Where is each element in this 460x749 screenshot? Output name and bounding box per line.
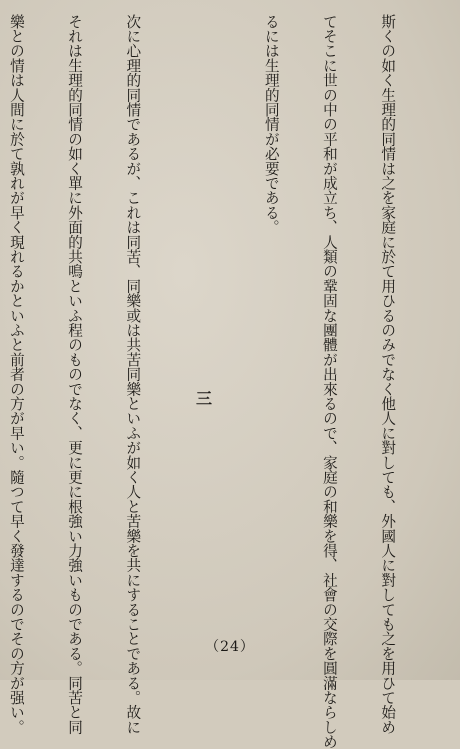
text-line: 斯くの如く生理的同情は之を家庭に於て用ひるのみでなく他人に對しても、外國人に對しても之を用ひて始め [379,14,397,735]
text-line: 次に心理的同情であるが、これは同苦、同樂或は共苦同樂といふが如く人と苦樂を共にすることである。故に [124,14,142,735]
section-number: 三 [193,389,213,407]
page-number: （24） [205,639,255,655]
text-line: 樂との情は人間に於て孰れが早く現れるかといふと前者の方が早い。隨つて早く發達するのでその方が强い。 [7,14,25,735]
text-line: それは生理的同情の如く單に外面的共鳴といふ程のものでなく、更に更に根強い力強いものである。同苦と同 [66,14,84,735]
text-line: るには生理的同情が必要である。 [262,14,280,235]
text-line: てそこに世の中の平和が成立ち、人類の鞏固な團體が出來るので、家庭の和樂を得、社會の交際を圓滿ならしめ [320,14,338,749]
